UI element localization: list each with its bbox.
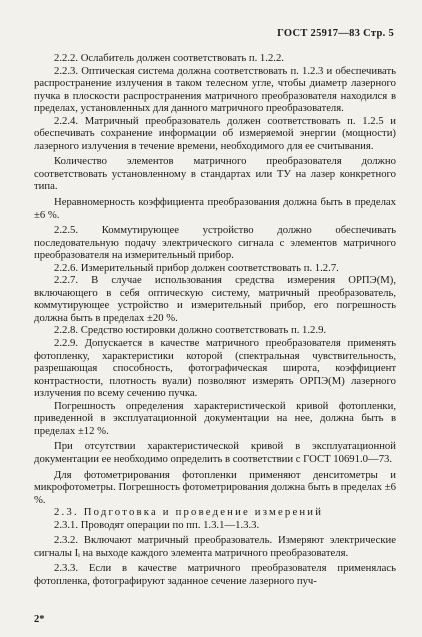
paragraph: При отсутствии характеристической кривой в эксплуатационной документации ее необходимо определить в соответствии с ГОСТ 10691.0—73. xyxy=(34,440,396,465)
paragraph: 2.2.9. Допускается в качестве матричного преобразователя применять фотопленку, характеристики которой (спектральная чувствительность, разрешающая способность, фотографическая широта, коэффициент контрастности, плотность вуали) позволяют измерять ОРПЭ(М) лазерного излучения по всему сечению пучка. xyxy=(34,337,396,400)
section-heading: 2.3. Подготовка и проведение измерений xyxy=(54,506,324,519)
page-header: ГОСТ 25917—83 Стр. 5 xyxy=(277,28,394,39)
paragraph: 2.2.2. Ослабитель должен соответствовать п. 1.2.2. xyxy=(54,52,284,64)
paragraph: Количество элементов матричного преобразователя должно соответствовать установленному в стандартах или ТУ на лазер конкретного типа. xyxy=(34,155,396,193)
paragraph: Погрешность определения характеристической кривой фотопленки, приведенной в эксплуатационной документации на нее, должна быть в пределах ±12 %. xyxy=(34,399,396,437)
paragraph: 2.2.3. Оптическая система должна соответствовать п. 1.2.3 и обеспечивать распространение излучения в таком телесном угле, чтобы диаметр лазерного пучка в плоскости распространения матричного преобразователя находился в пределах, установленных для данного матричного преобразователя. xyxy=(34,64,396,115)
paragraph: 2.2.4. Матричный преобразователь должен соответствовать п. 1.2.5 и обеспечивать сохранение информации об измеряемой энергии (мощности) лазерного излучения в течение времени, необходимого для ее считывания. xyxy=(34,114,396,152)
paragraph: Для фотометрирования фотопленки применяют денситометры и микрофотометры. Погрешность фотометрирования должна быть в пределах ±6 %. xyxy=(34,468,396,506)
signature-mark: 2* xyxy=(34,614,45,625)
paragraph: 2.2.8. Средство юстировки должно соответствовать п. 1.2.9. xyxy=(54,324,327,337)
paragraph: 2.3.1. Проводят операции по пп. 1.3.1—1.3.3. xyxy=(54,518,260,531)
paragraph: 2.2.7. В случае использования средства измерения ОРПЭ(М), включающего в себя оптическую систему, матричный преобразователь, коммутирующее устройство и измерительный прибор, его погрешность должна быть в пределах ±20 %. xyxy=(34,274,396,324)
paragraph: 2.3.2. Включают матричный преобразователь. Измеряют электрические сигналы Iᵢ на выходе каждого элемента матричного преобразователя. xyxy=(34,534,396,559)
paragraph: 2.2.6. Измерительный прибор должен соответствовать п. 1.2.7. xyxy=(54,261,339,274)
paragraph: 2.3.3. Если в качестве матричного преобразователя применялась фотопленка, фотографируют заданное сечение лазерного пуч- xyxy=(34,562,396,587)
paragraph: Неравномерность коэффициента преобразования должна быть в пределах ±6 %. xyxy=(34,196,396,221)
paragraph: 2.2.5. Коммутирующее устройство должно обеспечивать последовательную подачу электрического сигнала с элементов матричного преобразователя на измерительный прибор. xyxy=(34,224,396,262)
document-body xyxy=(34,52,396,587)
